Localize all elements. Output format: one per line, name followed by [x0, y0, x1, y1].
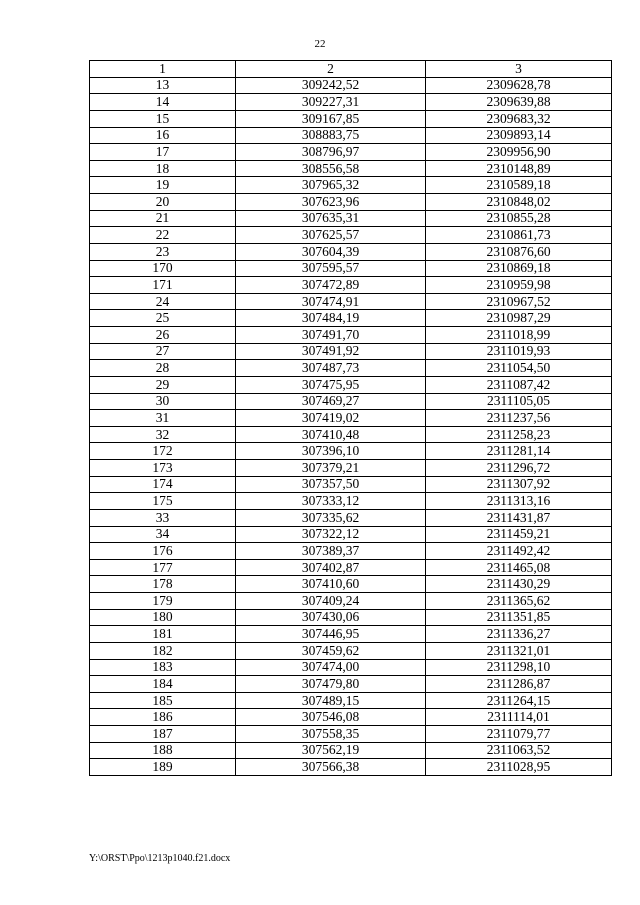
y-coordinate-cell: 2310861,73	[426, 227, 612, 244]
x-coordinate-cell: 307546,08	[236, 709, 426, 726]
table-row	[90, 144, 612, 161]
point-number-cell: 25	[90, 310, 236, 327]
y-coordinate-cell: 2311114,01	[426, 709, 612, 726]
table-row	[90, 127, 612, 144]
table-row	[90, 543, 612, 560]
table-row	[90, 426, 612, 443]
x-coordinate-cell: 307491,70	[236, 327, 426, 344]
point-number-cell: 170	[90, 260, 236, 277]
point-number-cell: 29	[90, 376, 236, 393]
y-coordinate-cell: 2311054,50	[426, 360, 612, 377]
y-coordinate-cell: 2311237,56	[426, 410, 612, 427]
y-coordinate-cell: 2311079,77	[426, 726, 612, 743]
point-number-cell: 175	[90, 493, 236, 510]
y-coordinate-cell: 2311258,23	[426, 426, 612, 443]
point-number-cell: 181	[90, 626, 236, 643]
y-coordinate-cell: 2311465,08	[426, 559, 612, 576]
x-coordinate-cell: 307604,39	[236, 243, 426, 260]
point-number-cell: 188	[90, 742, 236, 759]
x-coordinate-cell: 307430,06	[236, 609, 426, 626]
x-coordinate-cell: 307333,12	[236, 493, 426, 510]
point-number-cell: 15	[90, 110, 236, 127]
table-row	[90, 676, 612, 693]
table-row	[90, 77, 612, 94]
x-coordinate-cell: 307475,95	[236, 376, 426, 393]
table-row	[90, 243, 612, 260]
table-row	[90, 609, 612, 626]
y-coordinate-cell: 2311430,29	[426, 576, 612, 593]
x-coordinate-cell: 307357,50	[236, 476, 426, 493]
point-number-cell: 23	[90, 243, 236, 260]
table-row	[90, 393, 612, 410]
x-coordinate-cell: 307635,31	[236, 210, 426, 227]
x-coordinate-cell: 307446,95	[236, 626, 426, 643]
point-number-cell: 172	[90, 443, 236, 460]
point-number-cell: 180	[90, 609, 236, 626]
table-row	[90, 327, 612, 344]
coordinates-table-body	[90, 61, 612, 776]
table-row	[90, 443, 612, 460]
table-row	[90, 759, 612, 776]
point-number-cell: 179	[90, 593, 236, 610]
x-coordinate-cell: 307409,24	[236, 593, 426, 610]
point-number-cell: 16	[90, 127, 236, 144]
footer-file-path: Y:\ORST\Ppo\1213p1040.f21.docx	[89, 853, 231, 864]
y-coordinate-cell: 2310987,29	[426, 310, 612, 327]
x-coordinate-cell: 307479,80	[236, 676, 426, 693]
table-row	[90, 460, 612, 477]
x-coordinate-cell: 307472,89	[236, 277, 426, 294]
table-row	[90, 277, 612, 294]
y-coordinate-cell: 2311431,87	[426, 509, 612, 526]
point-number-cell: 19	[90, 177, 236, 194]
y-coordinate-cell: 2311105,05	[426, 393, 612, 410]
table-row	[90, 659, 612, 676]
y-coordinate-cell: 2311019,93	[426, 343, 612, 360]
x-coordinate-cell: 307410,60	[236, 576, 426, 593]
y-coordinate-cell: 2309628,78	[426, 77, 612, 94]
page-number: 22	[314, 38, 326, 50]
x-coordinate-cell: 308556,58	[236, 160, 426, 177]
y-coordinate-cell: 2311336,27	[426, 626, 612, 643]
y-coordinate-cell: 2311298,10	[426, 659, 612, 676]
column-header-1: 1	[90, 61, 236, 78]
table-row	[90, 260, 612, 277]
y-coordinate-cell: 2310848,02	[426, 194, 612, 211]
table-row	[90, 210, 612, 227]
point-number-cell: 176	[90, 543, 236, 560]
table-row	[90, 726, 612, 743]
x-coordinate-cell: 307474,00	[236, 659, 426, 676]
y-coordinate-cell: 2309956,90	[426, 144, 612, 161]
table-row	[90, 692, 612, 709]
point-number-cell: 14	[90, 94, 236, 111]
point-number-cell: 20	[90, 194, 236, 211]
y-coordinate-cell: 2311459,21	[426, 526, 612, 543]
y-coordinate-cell: 2311365,62	[426, 593, 612, 610]
table-header-row	[90, 61, 612, 78]
point-number-cell: 32	[90, 426, 236, 443]
y-coordinate-cell: 2310876,60	[426, 243, 612, 260]
y-coordinate-cell: 2310869,18	[426, 260, 612, 277]
table-row	[90, 110, 612, 127]
table-row	[90, 593, 612, 610]
table-row	[90, 376, 612, 393]
y-coordinate-cell: 2309683,32	[426, 110, 612, 127]
point-number-cell: 171	[90, 277, 236, 294]
y-coordinate-cell: 2311321,01	[426, 642, 612, 659]
table-row	[90, 310, 612, 327]
x-coordinate-cell: 307402,87	[236, 559, 426, 576]
point-number-cell: 28	[90, 360, 236, 377]
y-coordinate-cell: 2311286,87	[426, 676, 612, 693]
y-coordinate-cell: 2309893,14	[426, 127, 612, 144]
x-coordinate-cell: 308883,75	[236, 127, 426, 144]
y-coordinate-cell: 2309639,88	[426, 94, 612, 111]
x-coordinate-cell: 307396,10	[236, 443, 426, 460]
x-coordinate-cell: 307562,19	[236, 742, 426, 759]
point-number-cell: 186	[90, 709, 236, 726]
table-row	[90, 94, 612, 111]
point-number-cell: 21	[90, 210, 236, 227]
table-row	[90, 160, 612, 177]
y-coordinate-cell: 2311351,85	[426, 609, 612, 626]
point-number-cell: 185	[90, 692, 236, 709]
table-row	[90, 626, 612, 643]
table-row	[90, 227, 612, 244]
point-number-cell: 27	[90, 343, 236, 360]
point-number-cell: 18	[90, 160, 236, 177]
point-number-cell: 178	[90, 576, 236, 593]
point-number-cell: 173	[90, 460, 236, 477]
table-row	[90, 509, 612, 526]
x-coordinate-cell: 308796,97	[236, 144, 426, 161]
y-coordinate-cell: 2310855,28	[426, 210, 612, 227]
y-coordinate-cell: 2311028,95	[426, 759, 612, 776]
table-row	[90, 526, 612, 543]
point-number-cell: 184	[90, 676, 236, 693]
point-number-cell: 17	[90, 144, 236, 161]
point-number-cell: 33	[90, 509, 236, 526]
x-coordinate-cell: 307491,92	[236, 343, 426, 360]
table-row	[90, 709, 612, 726]
table-row	[90, 410, 612, 427]
y-coordinate-cell: 2311492,42	[426, 543, 612, 560]
point-number-cell: 30	[90, 393, 236, 410]
y-coordinate-cell: 2311087,42	[426, 376, 612, 393]
x-coordinate-cell: 307322,12	[236, 526, 426, 543]
y-coordinate-cell: 2311307,92	[426, 476, 612, 493]
x-coordinate-cell: 307566,38	[236, 759, 426, 776]
table-row	[90, 559, 612, 576]
point-number-cell: 13	[90, 77, 236, 94]
x-coordinate-cell: 307379,21	[236, 460, 426, 477]
x-coordinate-cell: 309227,31	[236, 94, 426, 111]
x-coordinate-cell: 307410,48	[236, 426, 426, 443]
y-coordinate-cell: 2311264,15	[426, 692, 612, 709]
x-coordinate-cell: 307489,15	[236, 692, 426, 709]
table-row	[90, 177, 612, 194]
table-row	[90, 493, 612, 510]
point-number-cell: 174	[90, 476, 236, 493]
x-coordinate-cell: 307623,96	[236, 194, 426, 211]
table-row	[90, 360, 612, 377]
table-row	[90, 476, 612, 493]
x-coordinate-cell: 307558,35	[236, 726, 426, 743]
point-number-cell: 177	[90, 559, 236, 576]
x-coordinate-cell: 307469,27	[236, 393, 426, 410]
y-coordinate-cell: 2311281,14	[426, 443, 612, 460]
x-coordinate-cell: 307474,91	[236, 293, 426, 310]
x-coordinate-cell: 307487,73	[236, 360, 426, 377]
y-coordinate-cell: 2310959,98	[426, 277, 612, 294]
table-row	[90, 576, 612, 593]
table-row	[90, 293, 612, 310]
point-number-cell: 24	[90, 293, 236, 310]
x-coordinate-cell: 309242,52	[236, 77, 426, 94]
table-row	[90, 194, 612, 211]
x-coordinate-cell: 307595,57	[236, 260, 426, 277]
x-coordinate-cell: 307419,02	[236, 410, 426, 427]
y-coordinate-cell: 2311313,16	[426, 493, 612, 510]
x-coordinate-cell: 309167,85	[236, 110, 426, 127]
point-number-cell: 34	[90, 526, 236, 543]
x-coordinate-cell: 307459,62	[236, 642, 426, 659]
x-coordinate-cell: 307625,57	[236, 227, 426, 244]
table-row	[90, 343, 612, 360]
y-coordinate-cell: 2310148,89	[426, 160, 612, 177]
x-coordinate-cell: 307965,32	[236, 177, 426, 194]
point-number-cell: 31	[90, 410, 236, 427]
y-coordinate-cell: 2311296,72	[426, 460, 612, 477]
table-row	[90, 642, 612, 659]
y-coordinate-cell: 2310967,52	[426, 293, 612, 310]
y-coordinate-cell: 2311018,99	[426, 327, 612, 344]
table-row	[90, 742, 612, 759]
coordinates-table	[89, 60, 612, 776]
column-header-3: 3	[426, 61, 612, 78]
point-number-cell: 182	[90, 642, 236, 659]
y-coordinate-cell: 2310589,18	[426, 177, 612, 194]
column-header-2: 2	[236, 61, 426, 78]
point-number-cell: 22	[90, 227, 236, 244]
x-coordinate-cell: 307484,19	[236, 310, 426, 327]
point-number-cell: 26	[90, 327, 236, 344]
x-coordinate-cell: 307389,37	[236, 543, 426, 560]
point-number-cell: 187	[90, 726, 236, 743]
x-coordinate-cell: 307335,62	[236, 509, 426, 526]
point-number-cell: 189	[90, 759, 236, 776]
y-coordinate-cell: 2311063,52	[426, 742, 612, 759]
point-number-cell: 183	[90, 659, 236, 676]
